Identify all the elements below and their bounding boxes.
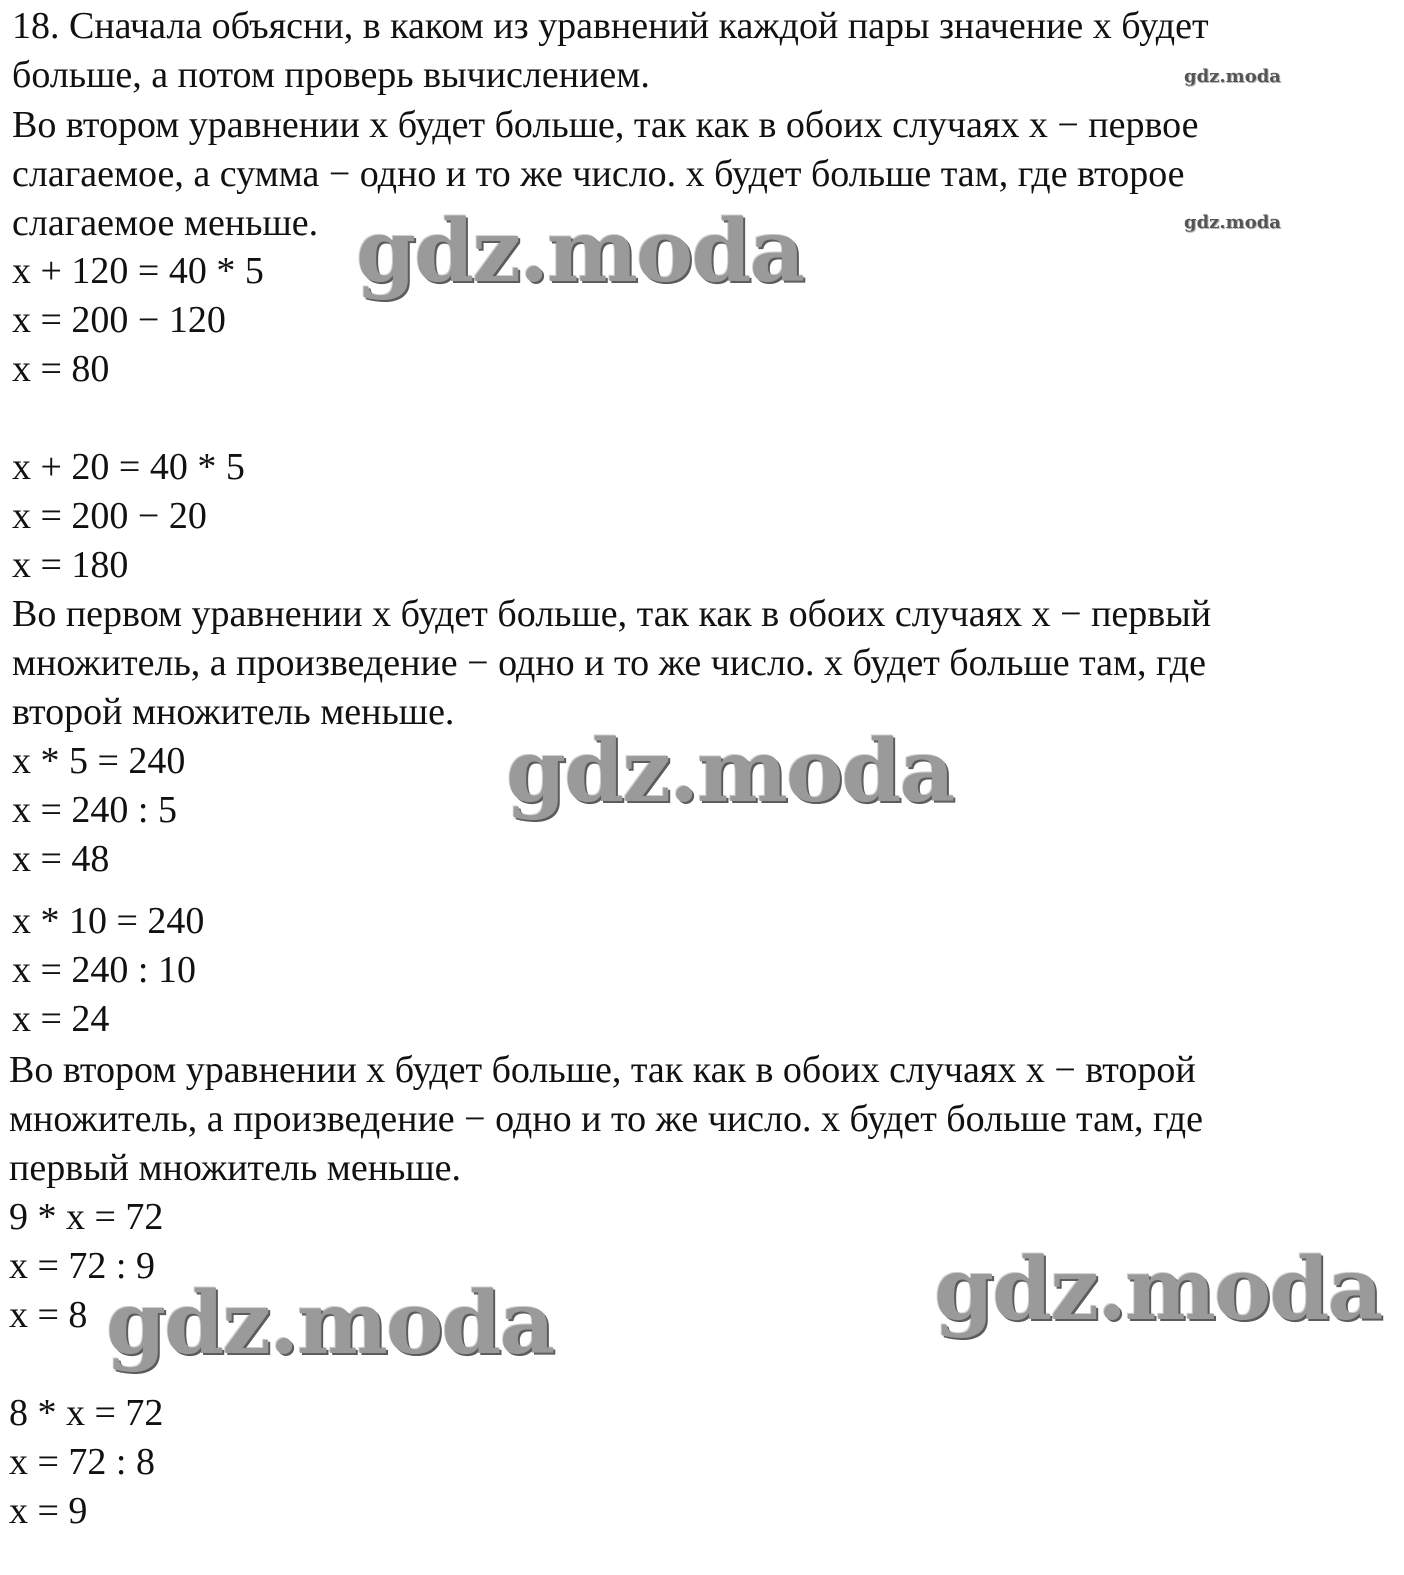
explanation-1-line-2: слагаемое, а сумма − одно и то же число. х будет больше там, где второе xyxy=(12,153,1185,195)
explanation-1-line-1: Во втором уравнении х будет больше, так как в обоих случаях х − первое xyxy=(12,104,1199,146)
explanation-1-line-3: слагаемое меньше. xyxy=(12,202,319,244)
watermark-large-4: gdz.moda xyxy=(106,1273,554,1374)
equation-2a-answer: х = 48 xyxy=(12,838,110,880)
explanation-2-line-2: множитель, а произведение − одно и то же число. х будет больше там, где xyxy=(12,642,1206,684)
equation-2a: х * 5 = 240 xyxy=(12,740,186,782)
equation-1a: х + 120 = 40 * 5 xyxy=(12,250,264,292)
explanation-3-line-2: множитель, а произведение − одно и то же число. х будет больше там, где xyxy=(9,1098,1203,1140)
equation-2b: х * 10 = 240 xyxy=(12,900,205,942)
equation-1b-answer: х = 180 xyxy=(12,544,129,586)
equation-2b-step: х = 240 : 10 xyxy=(12,949,196,991)
equation-1b: х + 20 = 40 * 5 xyxy=(12,446,245,488)
watermark-large-1: gdz.moda xyxy=(356,201,804,302)
task-heading: 18. Сначала объясни, в каком из уравнений каждой пары значение х будет xyxy=(12,5,1209,47)
equation-3b-step: х = 72 : 8 xyxy=(9,1441,155,1483)
equation-1a-answer: х = 80 xyxy=(12,348,110,390)
watermark-small-1: gdz.moda xyxy=(1184,66,1281,87)
equation-3b-answer: х = 9 xyxy=(9,1490,88,1532)
explanation-3-line-3: первый множитель меньше. xyxy=(9,1147,462,1189)
equation-3a-answer: х = 8 xyxy=(9,1294,88,1336)
equation-3a: 9 * х = 72 xyxy=(9,1196,164,1238)
watermark-small-2: gdz.moda xyxy=(1184,212,1281,233)
equation-1a-step: х = 200 − 120 xyxy=(12,299,226,341)
watermark-large-2: gdz.moda xyxy=(506,721,954,822)
task-heading-cont: больше, а потом проверь вычислением. xyxy=(12,54,650,96)
equation-2a-step: х = 240 : 5 xyxy=(12,789,177,831)
watermark-large-3: gdz.moda xyxy=(934,1239,1382,1340)
equation-2b-answer: х = 24 xyxy=(12,998,110,1040)
equation-3a-step: х = 72 : 9 xyxy=(9,1245,155,1287)
equation-1b-step: х = 200 − 20 xyxy=(12,495,207,537)
explanation-3-line-1: Во втором уравнении х будет больше, так как в обоих случаях х − второй xyxy=(9,1049,1196,1091)
equation-3b: 8 * х = 72 xyxy=(9,1392,164,1434)
explanation-2-line-1: Во первом уравнении х будет больше, так как в обоих случаях х − первый xyxy=(12,593,1212,635)
explanation-2-line-3: второй множитель меньше. xyxy=(12,691,455,733)
